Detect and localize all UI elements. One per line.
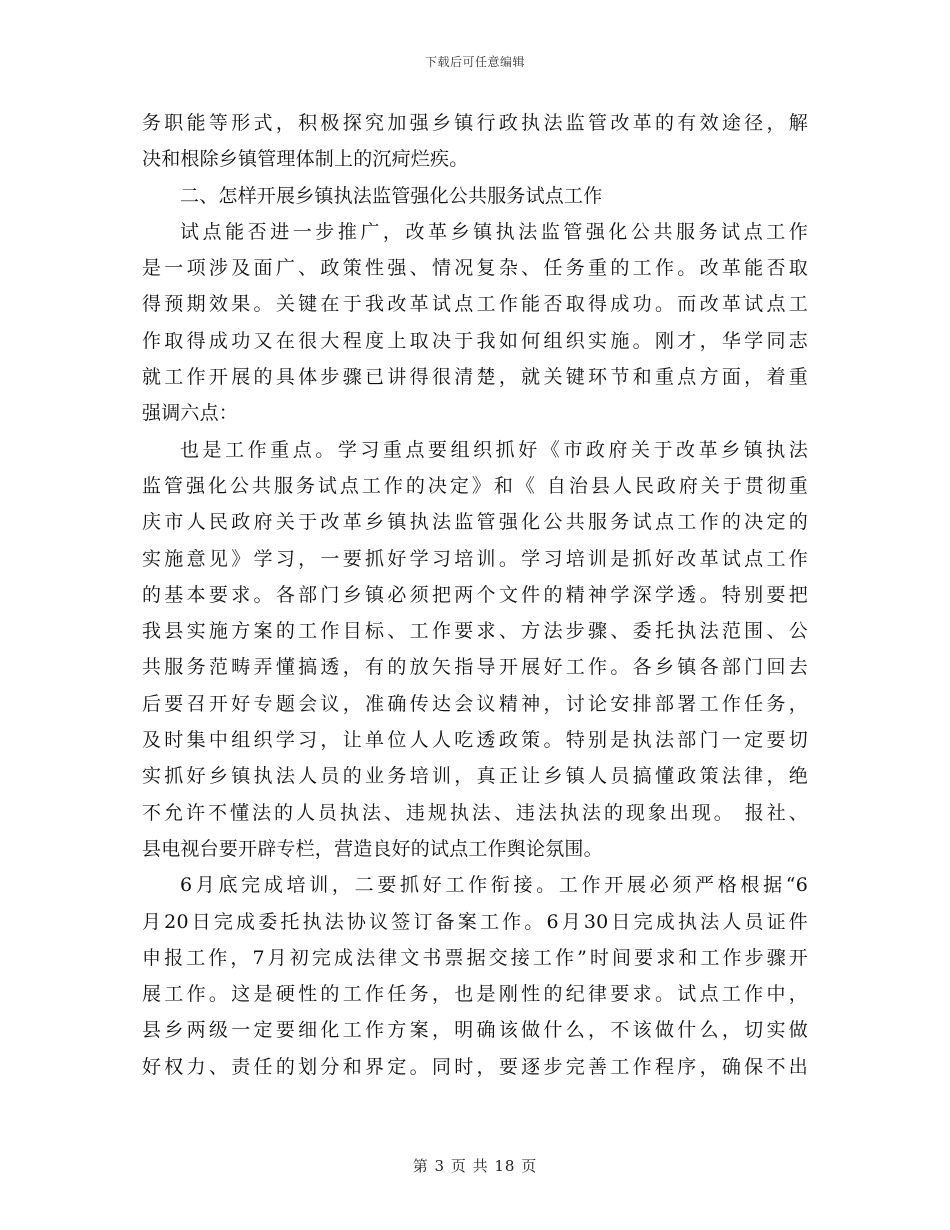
text-line: 县电视台要开辟专栏，营造良好的试点工作舆论氛围。 — [142, 837, 603, 860]
text-line: 县乡两级一定要细化工作方案，明确该做什么，不该做什么，切实做 — [142, 1019, 808, 1042]
text-line: 月20日完成委托执法协议签订备案工作。6月30日完成执法人员证件 — [142, 910, 808, 933]
text-line: 就工作开展的具体步骤已讲得很清楚，就关键环节和重点方面，着重 — [142, 366, 808, 389]
text-line: 及时集中组织学习，让单位人人吃透政策。特别是执法部门一定要切 — [142, 729, 808, 752]
text-line: 的基本要求。各部门乡镇必须把两个文件的精神学深学透。特别要把 — [142, 583, 808, 606]
text-line: 实施意见》学习，一要抓好学习培训。学习培训是抓好改革试点工作 — [142, 547, 808, 570]
text-line: 作取得成功又在很大程度上取决于我如何组织实施。刚才，华学同志 — [142, 329, 808, 352]
text-line: 是一项涉及面广、政策性强、情况复杂、任务重的工作。改革能否取 — [142, 257, 808, 280]
text-line: 后要召开好专题会议，准确传达会议精神，讨论安排部署工作任务， — [142, 692, 808, 715]
text-line: 好权力、责任的划分和界定。同时，要逐步完善工作程序，确保不出 — [142, 1055, 808, 1078]
text-line: 监管强化公共服务试点工作的决定》和《 自治县人民政府关于贯彻重 — [142, 474, 808, 497]
text-line: 展工作。这是硬性的工作任务，也是刚性的纪律要求。试点工作中， — [142, 983, 808, 1006]
section-heading: 二、怎样开展乡镇执法监管强化公共服务试点工作 — [180, 184, 603, 207]
text-line: 共服务范畴弄懂搞透，有的放矢指导开展好工作。各乡镇各部门回去 — [142, 656, 808, 679]
text-line: 6月底完成培训，二要抓好工作衔接。工作开展必须严格根据“6 — [180, 874, 808, 897]
text-line: 实抓好乡镇执法人员的业务培训，真正让乡镇人员搞懂政策法律，绝 — [142, 765, 808, 788]
text-line: 得预期效果。关键在于我改革试点工作能否取得成功。而改革试点工 — [142, 293, 808, 316]
document-body — [142, 105, 808, 1085]
page-number: 第 3 页 共 18 页 — [412, 1157, 538, 1175]
text-line: 决和根除乡镇管理体制上的沉疴烂疾。 — [142, 148, 469, 171]
text-line: 务职能等形式，积极探究加强乡镇行政执法监管改革的有效途径，解 — [142, 112, 808, 134]
text-line: 庆市人民政府关于改革乡镇执法监管强化公共服务试点工作的决定的 — [142, 511, 808, 534]
text-line: 申报工作，7月初完成法律文书票据交接工作”时间要求和工作步骤开 — [142, 946, 808, 969]
text-line: 我县实施方案的工作目标、工作要求、方法步骤、委托执法范围、公 — [142, 620, 808, 643]
text-line: 强调六点： — [142, 402, 239, 425]
page-header: 下载后可任意编辑 — [424, 55, 525, 69]
text-line: 试点能否进一步推广，改革乡镇执法监管强化公共服务试点工作 — [180, 220, 808, 243]
text-line: 不允许不懂法的人员执法、违规执法、违法执法的现象出现。 报社、 — [142, 801, 808, 824]
text-line: 也是工作重点。学习重点要组织抓好《市政府关于改革乡镇执法 — [180, 438, 808, 461]
